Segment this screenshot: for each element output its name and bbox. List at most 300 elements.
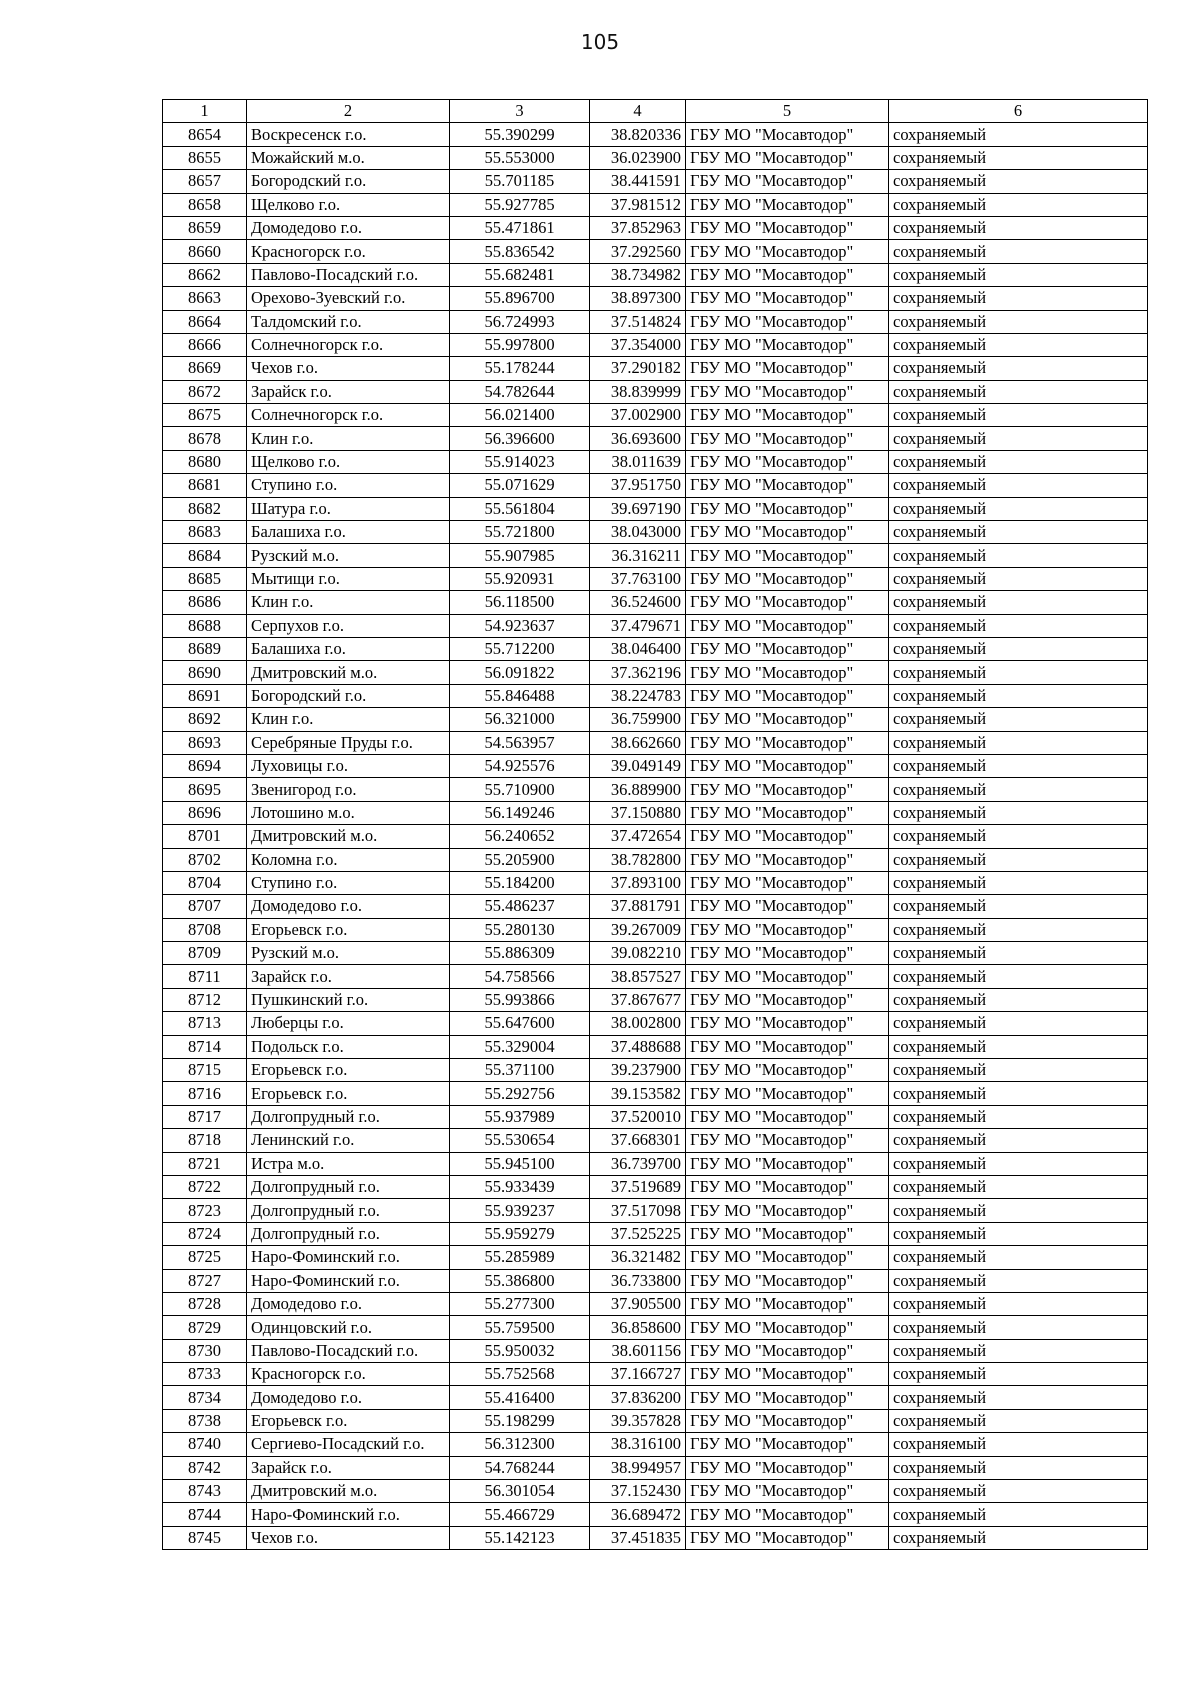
status-cell: сохраняемый	[889, 310, 1148, 333]
table-row	[163, 1059, 1148, 1082]
status-cell: сохраняемый	[889, 965, 1148, 988]
row-number-cell: 8689	[163, 637, 247, 660]
district-cell: Лотошино м.о.	[247, 801, 450, 824]
row-number-cell: 8729	[163, 1316, 247, 1339]
longitude-cell: 37.852963	[590, 216, 686, 239]
status-cell: сохраняемый	[889, 1035, 1148, 1058]
latitude-cell: 55.914023	[450, 450, 590, 473]
status-cell: сохраняемый	[889, 661, 1148, 684]
row-number-cell: 8686	[163, 591, 247, 614]
owner-cell: ГБУ МО "Мосавтодор"	[686, 1175, 889, 1198]
latitude-cell: 55.997800	[450, 333, 590, 356]
owner-cell: ГБУ МО "Мосавтодор"	[686, 637, 889, 660]
status-cell: сохраняемый	[889, 1082, 1148, 1105]
owner-cell: ГБУ МО "Мосавтодор"	[686, 731, 889, 754]
longitude-cell: 37.981512	[590, 193, 686, 216]
latitude-cell: 55.896700	[450, 287, 590, 310]
latitude-cell: 55.752568	[450, 1363, 590, 1386]
table-row	[163, 988, 1148, 1011]
owner-cell: ГБУ МО "Мосавтодор"	[686, 474, 889, 497]
longitude-cell: 37.290182	[590, 357, 686, 380]
latitude-cell: 55.390299	[450, 123, 590, 146]
latitude-cell: 55.939237	[450, 1199, 590, 1222]
status-cell: сохраняемый	[889, 216, 1148, 239]
row-number-cell: 8744	[163, 1503, 247, 1526]
longitude-cell: 39.267009	[590, 918, 686, 941]
district-cell: Долгопрудный г.о.	[247, 1175, 450, 1198]
status-cell: сохраняемый	[889, 1059, 1148, 1082]
owner-cell: ГБУ МО "Мосавтодор"	[686, 193, 889, 216]
district-cell: Ступино г.о.	[247, 871, 450, 894]
status-cell: сохраняемый	[889, 825, 1148, 848]
row-number-cell: 8743	[163, 1480, 247, 1503]
owner-cell: ГБУ МО "Мосавтодор"	[686, 1363, 889, 1386]
status-cell: сохраняемый	[889, 988, 1148, 1011]
table-row	[163, 1082, 1148, 1105]
table-row	[163, 310, 1148, 333]
row-number-cell: 8702	[163, 848, 247, 871]
status-cell: сохраняемый	[889, 848, 1148, 871]
row-number-cell: 8669	[163, 357, 247, 380]
row-number-cell: 8659	[163, 216, 247, 239]
table-row	[163, 544, 1148, 567]
district-cell: Дмитровский м.о.	[247, 1480, 450, 1503]
district-cell: Богородский г.о.	[247, 684, 450, 707]
latitude-cell: 55.292756	[450, 1082, 590, 1105]
table-row	[163, 848, 1148, 871]
longitude-cell: 37.520010	[590, 1105, 686, 1128]
latitude-cell: 55.486237	[450, 895, 590, 918]
latitude-cell: 55.927785	[450, 193, 590, 216]
row-number-cell: 8718	[163, 1129, 247, 1152]
row-number-cell: 8708	[163, 918, 247, 941]
district-cell: Наро-Фоминский г.о.	[247, 1246, 450, 1269]
latitude-cell: 55.198299	[450, 1409, 590, 1432]
owner-cell: ГБУ МО "Мосавтодор"	[686, 684, 889, 707]
owner-cell: ГБУ МО "Мосавтодор"	[686, 1105, 889, 1128]
district-cell: Долгопрудный г.о.	[247, 1199, 450, 1222]
table-row	[163, 591, 1148, 614]
table-row	[163, 661, 1148, 684]
longitude-cell: 38.601156	[590, 1339, 686, 1362]
status-cell: сохраняемый	[889, 918, 1148, 941]
owner-cell: ГБУ МО "Мосавтодор"	[686, 146, 889, 169]
longitude-cell: 37.893100	[590, 871, 686, 894]
owner-cell: ГБУ МО "Мосавтодор"	[686, 287, 889, 310]
owner-cell: ГБУ МО "Мосавтодор"	[686, 614, 889, 637]
owner-cell: ГБУ МО "Мосавтодор"	[686, 1480, 889, 1503]
latitude-cell: 55.950032	[450, 1339, 590, 1362]
status-cell: сохраняемый	[889, 170, 1148, 193]
table-row	[163, 731, 1148, 754]
status-cell: сохраняемый	[889, 1316, 1148, 1339]
district-cell: Домодедово г.о.	[247, 216, 450, 239]
row-number-cell: 8742	[163, 1456, 247, 1479]
status-cell: сохраняемый	[889, 1152, 1148, 1175]
latitude-cell: 56.149246	[450, 801, 590, 824]
district-cell: Луховицы г.о.	[247, 754, 450, 777]
owner-cell: ГБУ МО "Мосавтодор"	[686, 404, 889, 427]
district-cell: Зарайск г.о.	[247, 1456, 450, 1479]
district-cell: Балашиха г.о.	[247, 521, 450, 544]
owner-cell: ГБУ МО "Мосавтодор"	[686, 1433, 889, 1456]
owner-cell: ГБУ МО "Мосавтодор"	[686, 1316, 889, 1339]
row-number-cell: 8722	[163, 1175, 247, 1198]
latitude-cell: 56.396600	[450, 427, 590, 450]
latitude-cell: 55.371100	[450, 1059, 590, 1082]
row-number-cell: 8724	[163, 1222, 247, 1245]
status-cell: сохраняемый	[889, 1222, 1148, 1245]
longitude-cell: 37.519689	[590, 1175, 686, 1198]
longitude-cell: 38.316100	[590, 1433, 686, 1456]
longitude-cell: 38.046400	[590, 637, 686, 660]
column-header: 3	[450, 100, 590, 123]
latitude-cell: 55.205900	[450, 848, 590, 871]
status-cell: сохраняемый	[889, 871, 1148, 894]
longitude-cell: 38.820336	[590, 123, 686, 146]
row-number-cell: 8693	[163, 731, 247, 754]
table-row	[163, 871, 1148, 894]
owner-cell: ГБУ МО "Мосавтодор"	[686, 1199, 889, 1222]
district-cell: Красногорск г.о.	[247, 1363, 450, 1386]
latitude-cell: 55.886309	[450, 942, 590, 965]
district-cell: Щелково г.о.	[247, 193, 450, 216]
longitude-cell: 36.316211	[590, 544, 686, 567]
table-row	[163, 1480, 1148, 1503]
latitude-cell: 55.759500	[450, 1316, 590, 1339]
owner-cell: ГБУ МО "Мосавтодор"	[686, 591, 889, 614]
latitude-cell: 54.782644	[450, 380, 590, 403]
latitude-cell: 55.277300	[450, 1292, 590, 1315]
longitude-cell: 39.153582	[590, 1082, 686, 1105]
row-number-cell: 8734	[163, 1386, 247, 1409]
district-cell: Наро-Фоминский г.о.	[247, 1269, 450, 1292]
status-cell: сохраняемый	[889, 684, 1148, 707]
table-row	[163, 1222, 1148, 1245]
table-row	[163, 801, 1148, 824]
status-cell: сохраняемый	[889, 544, 1148, 567]
status-cell: сохраняемый	[889, 942, 1148, 965]
owner-cell: ГБУ МО "Мосавтодор"	[686, 1269, 889, 1292]
table-row	[163, 521, 1148, 544]
table-row	[163, 1339, 1148, 1362]
status-cell: сохраняемый	[889, 754, 1148, 777]
table-row	[163, 1152, 1148, 1175]
column-header: 6	[889, 100, 1148, 123]
status-cell: сохраняемый	[889, 1129, 1148, 1152]
row-number-cell: 8655	[163, 146, 247, 169]
owner-cell: ГБУ МО "Мосавтодор"	[686, 1035, 889, 1058]
table-row	[163, 1292, 1148, 1315]
district-cell: Чехов г.о.	[247, 357, 450, 380]
row-number-cell: 8723	[163, 1199, 247, 1222]
table-row	[163, 754, 1148, 777]
row-number-cell: 8685	[163, 567, 247, 590]
owner-cell: ГБУ МО "Мосавтодор"	[686, 170, 889, 193]
row-number-cell: 8681	[163, 474, 247, 497]
row-number-cell: 8664	[163, 310, 247, 333]
longitude-cell: 37.867677	[590, 988, 686, 1011]
table-row	[163, 380, 1148, 403]
longitude-cell: 36.739700	[590, 1152, 686, 1175]
row-number-cell: 8657	[163, 170, 247, 193]
district-cell: Люберцы г.о.	[247, 1012, 450, 1035]
longitude-cell: 36.693600	[590, 427, 686, 450]
owner-cell: ГБУ МО "Мосавтодор"	[686, 1292, 889, 1315]
status-cell: сохраняемый	[889, 1363, 1148, 1386]
district-cell: Домодедово г.о.	[247, 1292, 450, 1315]
table-row	[163, 567, 1148, 590]
table-row	[163, 1129, 1148, 1152]
column-header: 5	[686, 100, 889, 123]
latitude-cell: 56.021400	[450, 404, 590, 427]
page-number: 105	[580, 30, 620, 54]
row-number-cell: 8716	[163, 1082, 247, 1105]
district-cell: Серпухов г.о.	[247, 614, 450, 637]
table-row	[163, 146, 1148, 169]
status-cell: сохраняемый	[889, 778, 1148, 801]
status-cell: сохраняемый	[889, 123, 1148, 146]
latitude-cell: 55.142123	[450, 1526, 590, 1549]
district-cell: Талдомский г.о.	[247, 310, 450, 333]
district-cell: Солнечногорск г.о.	[247, 404, 450, 427]
status-cell: сохраняемый	[889, 1175, 1148, 1198]
latitude-cell: 55.530654	[450, 1129, 590, 1152]
table-row	[163, 1503, 1148, 1526]
status-cell: сохраняемый	[889, 637, 1148, 660]
latitude-cell: 55.959279	[450, 1222, 590, 1245]
longitude-cell: 38.734982	[590, 263, 686, 286]
longitude-cell: 37.354000	[590, 333, 686, 356]
longitude-cell: 36.689472	[590, 1503, 686, 1526]
column-header: 2	[247, 100, 450, 123]
longitude-cell: 37.881791	[590, 895, 686, 918]
status-cell: сохраняемый	[889, 497, 1148, 520]
row-number-cell: 8730	[163, 1339, 247, 1362]
row-number-cell: 8660	[163, 240, 247, 263]
latitude-cell: 55.836542	[450, 240, 590, 263]
table-row	[163, 1269, 1148, 1292]
table-row	[163, 918, 1148, 941]
latitude-cell: 55.285989	[450, 1246, 590, 1269]
longitude-cell: 37.479671	[590, 614, 686, 637]
owner-cell: ГБУ МО "Мосавтодор"	[686, 1409, 889, 1432]
table-row	[163, 357, 1148, 380]
district-cell: Шатура г.о.	[247, 497, 450, 520]
district-cell: Мытищи г.о.	[247, 567, 450, 590]
latitude-cell: 55.945100	[450, 1152, 590, 1175]
status-cell: сохраняемый	[889, 263, 1148, 286]
district-cell: Зарайск г.о.	[247, 380, 450, 403]
table-row	[163, 474, 1148, 497]
latitude-cell: 55.561804	[450, 497, 590, 520]
longitude-cell: 36.889900	[590, 778, 686, 801]
row-number-cell: 8675	[163, 404, 247, 427]
latitude-cell: 56.301054	[450, 1480, 590, 1503]
district-cell: Звенигород г.о.	[247, 778, 450, 801]
latitude-cell: 55.386800	[450, 1269, 590, 1292]
table-row	[163, 1175, 1148, 1198]
owner-cell: ГБУ МО "Мосавтодор"	[686, 1152, 889, 1175]
district-cell: Домодедово г.о.	[247, 895, 450, 918]
district-cell: Балашиха г.о.	[247, 637, 450, 660]
header-row	[163, 100, 1148, 123]
longitude-cell: 37.472654	[590, 825, 686, 848]
status-cell: сохраняемый	[889, 614, 1148, 637]
table-row	[163, 1105, 1148, 1128]
longitude-cell: 39.697190	[590, 497, 686, 520]
owner-cell: ГБУ МО "Мосавтодор"	[686, 263, 889, 286]
row-number-cell: 8733	[163, 1363, 247, 1386]
owner-cell: ГБУ МО "Мосавтодор"	[686, 450, 889, 473]
owner-cell: ГБУ МО "Мосавтодор"	[686, 708, 889, 731]
longitude-cell: 37.166727	[590, 1363, 686, 1386]
longitude-cell: 38.441591	[590, 170, 686, 193]
registry-table	[162, 99, 1148, 1550]
table-row	[163, 193, 1148, 216]
latitude-cell: 55.920931	[450, 567, 590, 590]
latitude-cell: 55.416400	[450, 1386, 590, 1409]
longitude-cell: 39.082210	[590, 942, 686, 965]
status-cell: сохраняемый	[889, 450, 1148, 473]
owner-cell: ГБУ МО "Мосавтодор"	[686, 965, 889, 988]
longitude-cell: 37.488688	[590, 1035, 686, 1058]
table-row	[163, 1386, 1148, 1409]
owner-cell: ГБУ МО "Мосавтодор"	[686, 310, 889, 333]
owner-cell: ГБУ МО "Мосавтодор"	[686, 1059, 889, 1082]
longitude-cell: 37.517098	[590, 1199, 686, 1222]
owner-cell: ГБУ МО "Мосавтодор"	[686, 895, 889, 918]
district-cell: Пушкинский г.о.	[247, 988, 450, 1011]
longitude-cell: 36.858600	[590, 1316, 686, 1339]
longitude-cell: 36.321482	[590, 1246, 686, 1269]
owner-cell: ГБУ МО "Мосавтодор"	[686, 1339, 889, 1362]
owner-cell: ГБУ МО "Мосавтодор"	[686, 1082, 889, 1105]
row-number-cell: 8713	[163, 1012, 247, 1035]
owner-cell: ГБУ МО "Мосавтодор"	[686, 123, 889, 146]
district-cell: Щелково г.о.	[247, 450, 450, 473]
owner-cell: ГБУ МО "Мосавтодор"	[686, 1129, 889, 1152]
table-row	[163, 1409, 1148, 1432]
longitude-cell: 38.857527	[590, 965, 686, 988]
owner-cell: ГБУ МО "Мосавтодор"	[686, 1012, 889, 1035]
longitude-cell: 37.451835	[590, 1526, 686, 1549]
longitude-cell: 38.662660	[590, 731, 686, 754]
latitude-cell: 55.933439	[450, 1175, 590, 1198]
row-number-cell: 8654	[163, 123, 247, 146]
district-cell: Истра м.о.	[247, 1152, 450, 1175]
status-cell: сохраняемый	[889, 404, 1148, 427]
status-cell: сохраняемый	[889, 1339, 1148, 1362]
latitude-cell: 55.329004	[450, 1035, 590, 1058]
longitude-cell: 37.525225	[590, 1222, 686, 1245]
status-cell: сохраняемый	[889, 895, 1148, 918]
column-header: 4	[590, 100, 686, 123]
row-number-cell: 8690	[163, 661, 247, 684]
longitude-cell: 36.759900	[590, 708, 686, 731]
owner-cell: ГБУ МО "Мосавтодор"	[686, 871, 889, 894]
row-number-cell: 8672	[163, 380, 247, 403]
latitude-cell: 55.993866	[450, 988, 590, 1011]
status-cell: сохраняемый	[889, 380, 1148, 403]
district-cell: Егорьевск г.о.	[247, 1409, 450, 1432]
row-number-cell: 8727	[163, 1269, 247, 1292]
district-cell: Долгопрудный г.о.	[247, 1222, 450, 1245]
row-number-cell: 8680	[163, 450, 247, 473]
table-row	[163, 614, 1148, 637]
row-number-cell: 8701	[163, 825, 247, 848]
row-number-cell: 8738	[163, 1409, 247, 1432]
row-number-cell: 8714	[163, 1035, 247, 1058]
district-cell: Солнечногорск г.о.	[247, 333, 450, 356]
status-cell: сохраняемый	[889, 1433, 1148, 1456]
status-cell: сохраняемый	[889, 1503, 1148, 1526]
owner-cell: ГБУ МО "Мосавтодор"	[686, 497, 889, 520]
row-number-cell: 8663	[163, 287, 247, 310]
status-cell: сохраняемый	[889, 1246, 1148, 1269]
district-cell: Рузский м.о.	[247, 544, 450, 567]
row-number-cell: 8721	[163, 1152, 247, 1175]
owner-cell: ГБУ МО "Мосавтодор"	[686, 778, 889, 801]
longitude-cell: 38.002800	[590, 1012, 686, 1035]
status-cell: сохраняемый	[889, 1456, 1148, 1479]
table-row	[163, 1433, 1148, 1456]
latitude-cell: 55.721800	[450, 521, 590, 544]
owner-cell: ГБУ МО "Мосавтодор"	[686, 1246, 889, 1269]
district-cell: Павлово-Посадский г.о.	[247, 263, 450, 286]
status-cell: сохраняемый	[889, 521, 1148, 544]
status-cell: сохраняемый	[889, 1292, 1148, 1315]
owner-cell: ГБУ МО "Мосавтодор"	[686, 240, 889, 263]
longitude-cell: 38.839999	[590, 380, 686, 403]
latitude-cell: 55.471861	[450, 216, 590, 239]
longitude-cell: 38.782800	[590, 848, 686, 871]
longitude-cell: 39.237900	[590, 1059, 686, 1082]
longitude-cell: 37.905500	[590, 1292, 686, 1315]
table-row	[163, 287, 1148, 310]
latitude-cell: 55.701185	[450, 170, 590, 193]
district-cell: Егорьевск г.о.	[247, 918, 450, 941]
table-row	[163, 942, 1148, 965]
owner-cell: ГБУ МО "Мосавтодор"	[686, 988, 889, 1011]
status-cell: сохраняемый	[889, 287, 1148, 310]
table-row	[163, 240, 1148, 263]
longitude-cell: 37.951750	[590, 474, 686, 497]
longitude-cell: 38.994957	[590, 1456, 686, 1479]
district-cell: Зарайск г.о.	[247, 965, 450, 988]
latitude-cell: 56.118500	[450, 591, 590, 614]
row-number-cell: 8709	[163, 942, 247, 965]
table-row	[163, 333, 1148, 356]
latitude-cell: 55.178244	[450, 357, 590, 380]
status-cell: сохраняемый	[889, 801, 1148, 824]
latitude-cell: 54.563957	[450, 731, 590, 754]
latitude-cell: 55.647600	[450, 1012, 590, 1035]
table-row	[163, 708, 1148, 731]
row-number-cell: 8662	[163, 263, 247, 286]
row-number-cell: 8658	[163, 193, 247, 216]
row-number-cell: 8688	[163, 614, 247, 637]
status-cell: сохраняемый	[889, 567, 1148, 590]
longitude-cell: 36.023900	[590, 146, 686, 169]
longitude-cell: 38.224783	[590, 684, 686, 707]
district-cell: Клин г.о.	[247, 591, 450, 614]
district-cell: Долгопрудный г.о.	[247, 1105, 450, 1128]
longitude-cell: 38.011639	[590, 450, 686, 473]
longitude-cell: 38.043000	[590, 521, 686, 544]
latitude-cell: 55.071629	[450, 474, 590, 497]
status-cell: сохраняемый	[889, 357, 1148, 380]
